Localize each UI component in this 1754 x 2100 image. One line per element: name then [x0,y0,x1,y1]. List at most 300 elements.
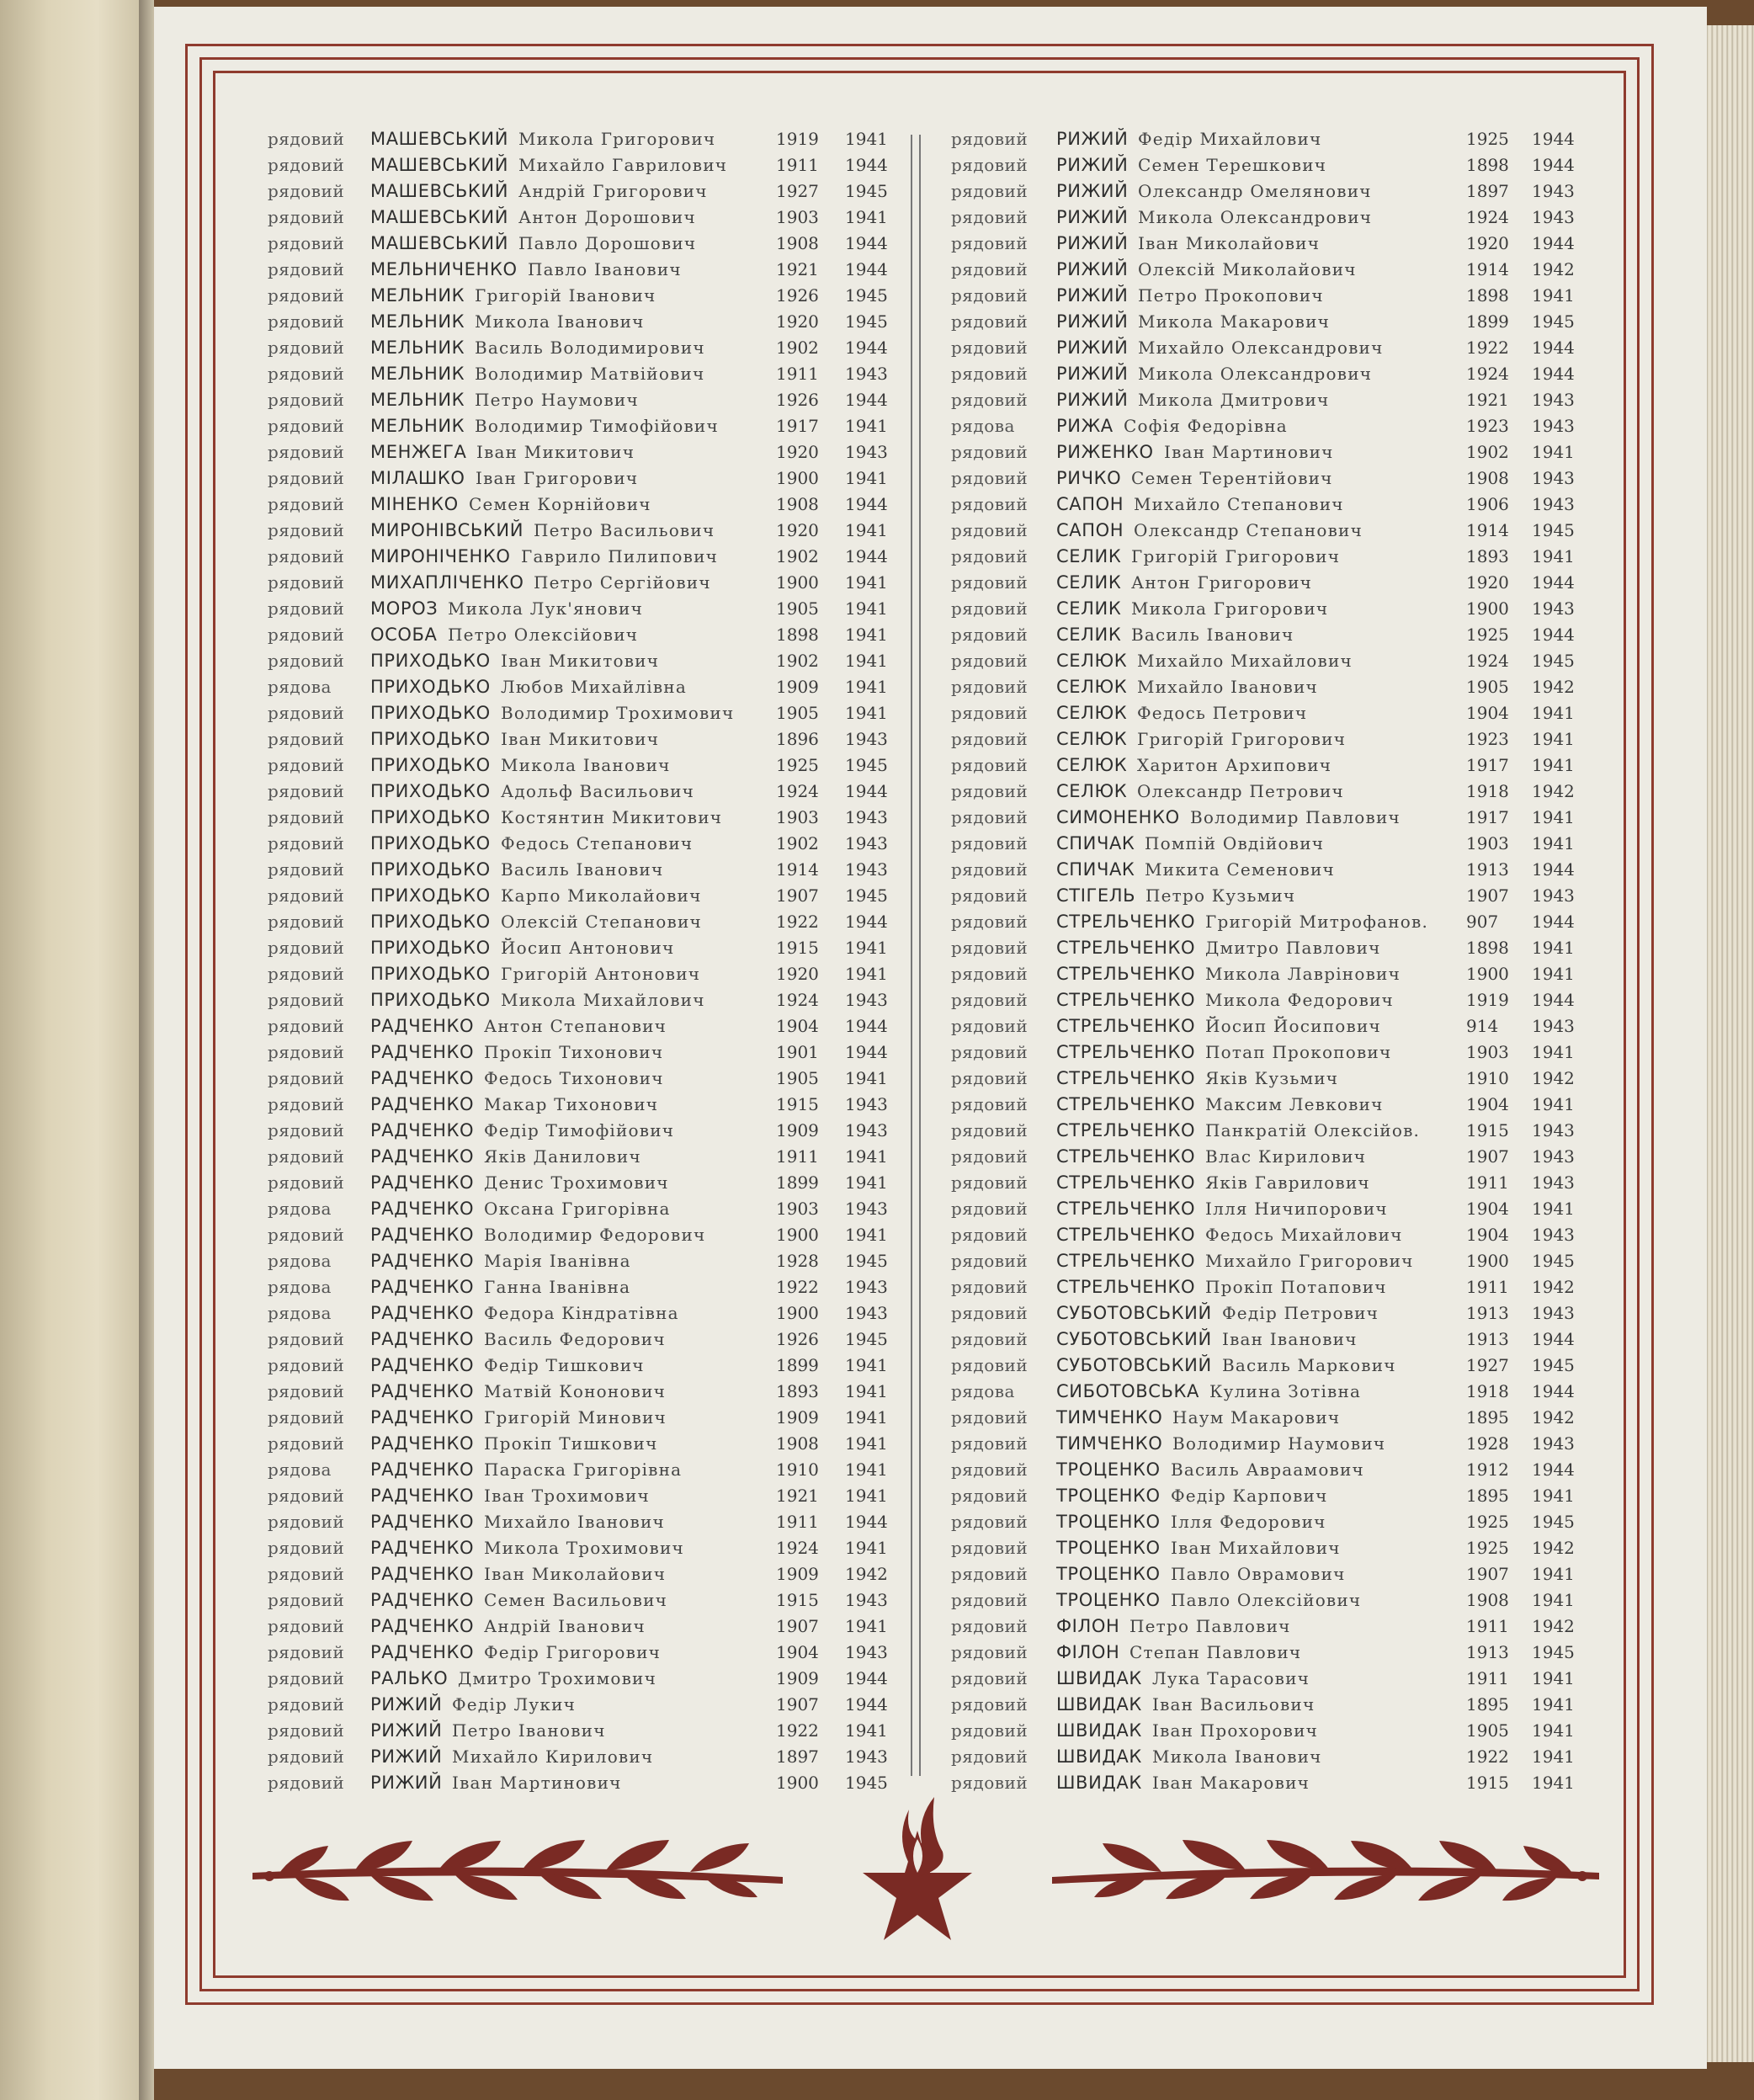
given-names: Микола Лук'янович [448,598,643,619]
rank-label: рядовий [951,1538,1028,1558]
name-row [268,857,890,883]
birth-year: 1898 [776,625,819,645]
death-year: 1943 [845,807,888,827]
surname: ПРИХОДЬКО [370,938,491,958]
death-year: 1943 [845,1199,888,1219]
surname: МАШЕВСЬКИЙ [370,129,509,149]
given-names: Гаврило Пилипович [521,546,719,566]
surname: ТРОЦЕНКО [1056,1512,1161,1532]
given-names: Федір Тимофійович [484,1120,675,1140]
given-names: Василь Авраамович [1171,1459,1364,1480]
death-year: 1944 [845,338,888,358]
rank-label: рядовий [268,1068,345,1088]
rank-label: рядова [268,1199,332,1219]
given-names: Кулина Зотівна [1209,1381,1362,1401]
surname: ТИМЧЕНКО [1056,1433,1163,1454]
death-year: 1941 [1532,1094,1575,1114]
given-names: Михайло Іванович [484,1512,665,1532]
death-year: 1941 [845,468,888,488]
birth-year: 1908 [1466,468,1509,488]
name-row [951,413,1582,439]
surname: МЕЛЬНИК [370,311,465,332]
given-names: Володимир Матвійович [475,364,705,384]
name-row [268,1535,890,1561]
death-year: 1944 [845,781,888,801]
rank-label: рядовий [951,155,1028,175]
name-row [268,1222,890,1248]
surname: РАДЧЕНКО [370,1355,475,1375]
name-row [268,752,890,779]
rank-label: рядовий [268,155,345,175]
death-year: 1943 [1532,1225,1575,1245]
surname: СЕЛЮК [1056,755,1128,775]
surname: ОСОБА [370,625,438,645]
given-names: Петро Іванович [452,1720,606,1741]
given-names: Павло Олексійович [1171,1590,1362,1610]
birth-year: 1919 [1466,990,1509,1010]
rank-label: рядовий [951,546,1028,566]
surname: ПРИХОДЬКО [370,964,491,984]
name-row [951,961,1582,987]
given-names: Любов Михайлівна [501,677,687,697]
death-year: 1943 [1532,1433,1575,1454]
name-row [951,622,1582,648]
surname: МЕЛЬНИК [370,285,465,306]
birth-year: 1903 [776,1199,819,1219]
birth-year: 1898 [1466,938,1509,958]
name-row [268,465,890,492]
given-names: Григорій Антонович [501,964,701,984]
birth-year: 1909 [776,1407,819,1427]
rank-label: рядовий [951,311,1028,332]
birth-year: 1901 [776,1042,819,1062]
birth-year: 1928 [1466,1433,1509,1454]
birth-year: 1908 [1466,1590,1509,1610]
death-year: 1943 [845,364,888,384]
rank-label: рядовий [268,990,345,1010]
death-year: 1944 [1532,1381,1575,1401]
death-year: 1944 [845,1512,888,1532]
name-row [951,1092,1582,1118]
name-row [951,1170,1582,1196]
surname: МИРОНІЧЕНКО [370,546,511,566]
birth-year: 1907 [1466,1146,1509,1167]
surname: ШВИДАК [1056,1694,1142,1715]
rank-label: рядовий [951,1225,1028,1245]
name-row [268,205,890,231]
rank-label: рядовий [268,1042,345,1062]
birth-year: 1895 [1466,1407,1509,1427]
given-names: Федора Кіндратівна [484,1303,679,1323]
name-row [951,1587,1582,1614]
death-year: 1943 [1532,1172,1575,1193]
name-row [951,465,1582,492]
surname: РАДЧЕНКО [370,1251,475,1271]
rank-label: рядовий [951,885,1028,906]
rank-label: рядовий [268,1773,345,1793]
death-year: 1941 [1532,442,1575,462]
birth-year: 1900 [776,1225,819,1245]
death-year: 1945 [845,755,888,775]
birth-year: 1920 [776,964,819,984]
rank-label: рядовий [951,833,1028,853]
name-row [268,570,890,596]
birth-year: 1911 [1466,1616,1509,1636]
given-names: Матвій Кононович [484,1381,667,1401]
birth-year: 1893 [1466,546,1509,566]
death-year: 1942 [1532,259,1575,279]
name-row [951,544,1582,570]
given-names: Володимир Павлович [1190,807,1401,827]
surname: МОРОЗ [370,598,438,619]
birth-year: 1915 [776,1094,819,1114]
given-names: Олександр Степанович [1134,520,1363,540]
birth-year: 1913 [1466,859,1509,880]
name-row [268,1274,890,1300]
birth-year: 1904 [1466,1199,1509,1219]
rank-label: рядова [268,1251,332,1271]
surname: ПРИХОДЬКО [370,703,491,723]
column-divider [911,135,921,1776]
name-row [951,883,1582,909]
surname: СУБОТОВСЬКИЙ [1056,1329,1212,1349]
rank-label: рядовий [268,1381,345,1401]
rank-label: рядовий [268,1433,345,1454]
birth-year: 1902 [776,651,819,671]
birth-year: 1911 [1466,1172,1509,1193]
name-row [951,1614,1582,1640]
surname: СТРЕЛЬЧЕНКО [1056,1094,1196,1114]
surname: РАДЧЕНКО [370,1016,475,1036]
given-names: Олексій Степанович [501,912,702,932]
given-names: Федір Лукич [452,1694,577,1715]
death-year: 1944 [1532,625,1575,645]
surname: ТРОЦЕНКО [1056,1564,1161,1584]
surname: РАДЧЕНКО [370,1094,475,1114]
birth-year: 1897 [1466,181,1509,201]
rank-label: рядовий [268,416,345,436]
death-year: 1944 [845,546,888,566]
birth-year: 1895 [1466,1694,1509,1715]
birth-year: 1920 [1466,233,1509,253]
birth-year: 1918 [1466,1381,1509,1401]
given-names: Софія Федорівна [1124,416,1288,436]
birth-year: 1905 [1466,1720,1509,1741]
rank-label: рядовий [951,233,1028,253]
birth-year: 1921 [1466,390,1509,410]
death-year: 1941 [1532,1773,1575,1793]
death-year: 1941 [845,677,888,697]
death-year: 1941 [1532,964,1575,984]
given-names: Адольф Васильович [501,781,695,801]
birth-year: 1900 [776,1773,819,1793]
surname: САПОН [1056,494,1124,514]
name-row [268,1718,890,1744]
death-year: 1945 [1532,651,1575,671]
name-row [268,1013,890,1039]
birth-year: 1907 [1466,1564,1509,1584]
birth-year: 1905 [1466,677,1509,697]
given-names: Семен Терешкович [1138,155,1327,175]
name-row [268,309,890,335]
birth-year: 1903 [1466,1042,1509,1062]
given-names: Федось Михайлович [1205,1225,1403,1245]
given-names: Микола Макарович [1138,311,1331,332]
name-row [268,726,890,752]
name-row [268,1039,890,1066]
rank-label: рядовий [268,1590,345,1610]
name-row [951,1118,1582,1144]
rank-label: рядовий [951,1355,1028,1375]
rank-label: рядова [268,677,332,697]
given-names: Володимир Тимофійович [475,416,719,436]
surname: ФІЛОН [1056,1642,1120,1662]
birth-year: 1909 [776,677,819,697]
given-names: Іван Іванович [1222,1329,1358,1349]
given-names: Григорій Григорович [1137,729,1347,749]
birth-year: 1924 [1466,364,1509,384]
death-year: 1945 [1532,1355,1575,1375]
rank-label: рядовий [951,1016,1028,1036]
given-names: Іван Васильович [1152,1694,1316,1715]
name-row [268,1692,890,1718]
rank-label: рядовий [268,1486,345,1506]
birth-year: 1900 [1466,598,1509,619]
given-names: Антон Григорович [1131,572,1313,593]
death-year: 1943 [845,1277,888,1297]
name-row [951,518,1582,544]
death-year: 1945 [845,885,888,906]
name-row [268,1405,890,1431]
given-names: Яків Данилович [484,1146,641,1167]
given-names: Федір Тишкович [484,1355,645,1375]
death-year: 1941 [845,1433,888,1454]
given-names: Федось Тихонович [484,1068,664,1088]
surname: СЕЛЮК [1056,677,1128,697]
death-year: 1944 [845,1694,888,1715]
rank-label: рядовий [268,1016,345,1036]
death-year: 1941 [845,520,888,540]
rank-label: рядовий [268,729,345,749]
surname: СТРЕЛЬЧЕНКО [1056,1251,1196,1271]
name-row [951,1144,1582,1170]
name-row [951,726,1582,752]
surname: СТРЕЛЬЧЕНКО [1056,990,1196,1010]
surname: ТРОЦЕНКО [1056,1459,1161,1480]
death-year: 1944 [845,494,888,514]
given-names: Іван Трохимович [484,1486,650,1506]
given-names: Василь Володимирович [475,338,705,358]
name-row [951,1222,1582,1248]
death-year: 1941 [1532,1720,1575,1741]
birth-year: 1909 [776,1668,819,1688]
surname: ТИМЧЕНКО [1056,1407,1163,1427]
given-names: Олександр Петрович [1137,781,1344,801]
death-year: 1941 [1532,1042,1575,1062]
death-year: 1941 [1532,1486,1575,1506]
name-row [268,805,890,831]
surname: СТРЕЛЬЧЕНКО [1056,1068,1196,1088]
birth-year: 1900 [1466,964,1509,984]
birth-year: 1922 [776,1277,819,1297]
eternal-flame-star-icon [863,1797,972,1940]
page-edges [1704,25,1754,2062]
given-names: Федір Григорович [484,1642,662,1662]
birth-year: 1908 [776,1433,819,1454]
surname: СТРЕЛЬЧЕНКО [1056,1225,1196,1245]
rank-label: рядовий [951,1773,1028,1793]
surname: МЕЛЬНИК [370,364,465,384]
name-row [268,831,890,857]
death-year: 1943 [845,859,888,880]
given-names: Василь Маркович [1222,1355,1396,1375]
surname: РАДЧЕНКО [370,1225,475,1245]
rank-label: рядовий [268,598,345,619]
birth-year: 1926 [776,390,819,410]
rank-label: рядовий [268,285,345,306]
name-row [268,361,890,387]
death-year: 1943 [845,1094,888,1114]
rank-label: рядовий [951,1199,1028,1219]
name-row [268,935,890,961]
name-row [268,909,890,935]
surname: РАДЧЕНКО [370,1277,475,1297]
name-row [951,752,1582,779]
given-names: Петро Олексійович [448,625,639,645]
rank-label: рядовий [951,442,1028,462]
given-names: Микита Семенович [1145,859,1335,880]
death-year: 1944 [845,155,888,175]
death-year: 1941 [845,572,888,593]
rank-label: рядовий [268,259,345,279]
rank-label: рядовий [951,703,1028,723]
name-row [951,596,1582,622]
given-names: Іван Микитович [501,651,660,671]
rank-label: рядовий [951,1486,1028,1506]
rank-label: рядовий [268,468,345,488]
rank-label: рядова [268,1277,332,1297]
death-year: 1943 [1532,416,1575,436]
death-year: 1945 [845,1773,888,1793]
death-year: 1942 [1532,1407,1575,1427]
rank-label: рядовий [268,625,345,645]
death-year: 1941 [1532,703,1575,723]
name-row [951,387,1582,413]
surname: МЕЛЬНИК [370,416,465,436]
birth-year: 1915 [776,938,819,958]
birth-year: 1905 [776,703,819,723]
death-year: 1941 [845,1068,888,1088]
rank-label: рядовий [268,912,345,932]
name-row [268,439,890,465]
death-year: 1944 [1532,990,1575,1010]
birth-year: 1902 [776,338,819,358]
birth-year: 1904 [776,1642,819,1662]
given-names: Карпо Миколайович [501,885,702,906]
death-year: 1945 [845,1251,888,1271]
name-row [951,831,1582,857]
name-row [268,1066,890,1092]
rank-label: рядовий [951,938,1028,958]
death-year: 1944 [845,233,888,253]
death-year: 1942 [1532,1616,1575,1636]
name-row [951,1379,1582,1405]
name-row [951,779,1582,805]
rank-label: рядовий [951,990,1028,1010]
birth-year: 1909 [776,1120,819,1140]
death-year: 1942 [1532,1277,1575,1297]
name-row [951,674,1582,700]
birth-year: 1907 [776,1616,819,1636]
name-row [268,1640,890,1666]
surname: РИЖИЙ [1056,311,1129,332]
name-row [951,1744,1582,1770]
birth-year: 1917 [1466,755,1509,775]
death-year: 1941 [845,703,888,723]
given-names: Павло Оврамович [1171,1564,1346,1584]
given-names: Іван Макарович [1152,1773,1310,1793]
surname: МЕЛЬНИК [370,390,465,410]
name-row [951,309,1582,335]
birth-year: 1911 [1466,1277,1509,1297]
surname: МАШЕВСЬКИЙ [370,181,509,201]
surname: РИЖИЙ [1056,364,1129,384]
given-names: Ілля Федорович [1171,1512,1326,1532]
surname: СУБОТОВСЬКИЙ [1056,1303,1212,1323]
birth-year: 1900 [776,1303,819,1323]
surname: МЕНЖЕГА [370,442,467,462]
death-year: 1942 [1532,1068,1575,1088]
name-row [268,152,890,178]
death-year: 1945 [845,311,888,332]
name-row [268,1248,890,1274]
rank-label: рядовий [268,338,345,358]
birth-year: 1924 [776,1538,819,1558]
rank-label: рядова [951,1381,1015,1401]
name-row [268,700,890,726]
name-row [951,1483,1582,1509]
birth-year: 1922 [776,912,819,932]
given-names: Микола Іванович [501,755,671,775]
given-names: Петро Сергійович [534,572,711,593]
surname: ПРИХОДЬКО [370,807,491,827]
name-row [268,1666,890,1692]
surname: РАДЧЕНКО [370,1616,475,1636]
name-row [268,492,890,518]
given-names: Володимир Наумович [1172,1433,1386,1454]
death-year: 1941 [1532,1668,1575,1688]
birth-year: 1893 [776,1381,819,1401]
name-row [951,1196,1582,1222]
surname: РАДЧЕНКО [370,1433,475,1454]
name-row [951,257,1582,283]
given-names: Костянтин Микитович [501,807,723,827]
death-year: 1941 [845,1172,888,1193]
birth-year: 1928 [776,1251,819,1271]
birth-year: 1925 [1466,625,1509,645]
surname: ШВИДАК [1056,1668,1142,1688]
name-row [268,1457,890,1483]
death-year: 1943 [1532,468,1575,488]
birth-year: 1923 [1466,729,1509,749]
book-gutter [139,0,154,2100]
surname: РИЖИЙ [1056,181,1129,201]
rank-label: рядовий [268,1746,345,1767]
given-names: Олександр Омелянович [1138,181,1372,201]
birth-year: 1918 [1466,781,1509,801]
surname: РАДЧЕНКО [370,1172,475,1193]
death-year: 1943 [845,729,888,749]
